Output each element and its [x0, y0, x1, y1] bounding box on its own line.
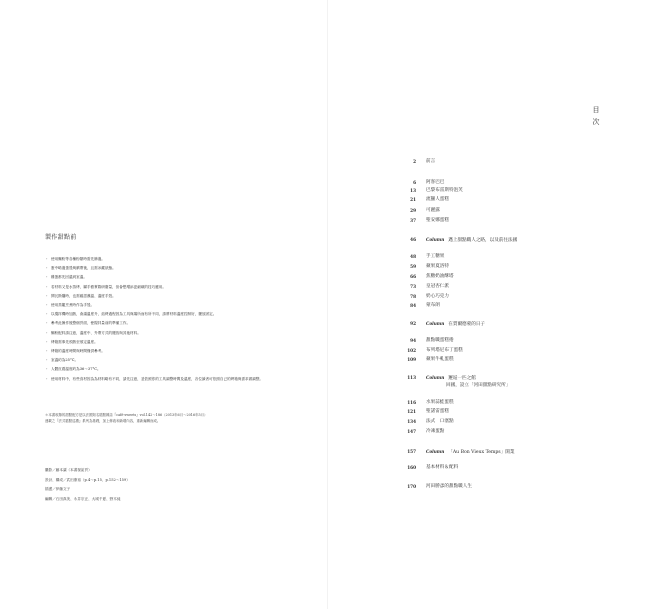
toc-page-number: 6 — [413, 180, 416, 185]
footnote — [45, 412, 295, 424]
toc-title: 聖諾雷蛋糕 — [426, 409, 449, 414]
list-item: ・ 麵粉配料請注意，溫度中、外帶方式的擺放與其他材料。 — [45, 330, 141, 335]
toc-title: 蘋果夏洛特 — [426, 264, 449, 269]
list-item: ・ 使用蒸籠烹煮時作為手殼。 — [45, 303, 95, 308]
toc-page-number: 160 — [407, 465, 416, 470]
toc-title: 邂逅一匹之館 — [448, 376, 476, 381]
notes-list — [45, 255, 295, 384]
toc-title: 「Au Bon Vieux Temps」開業 — [448, 450, 515, 455]
list-item: ・ 雞蛋都先回溫到室溫。 — [45, 275, 87, 280]
list-item: ・ 參考此操作後整個頁面，使攪拌量前的準備工作。 — [45, 321, 131, 326]
list-item: ・ 烤箱需事先預熱至預定溫度。 — [45, 339, 98, 344]
list-item: ・ 人體皮膚溫度約為36～37°C。 — [45, 367, 101, 372]
footnote-line: ＊本書收錄的甜點配方是以法國知名糕點雜誌『café-sweets』vol.142～186（2013年6月～2016年5月） — [45, 413, 208, 417]
toc-title: 流獵人蛋糕 — [426, 197, 449, 202]
list-item: ・ 使用麵粉等各種粉類時需先篩過。 — [45, 257, 105, 261]
toc-title: 在賈爾德蒙的日子 — [448, 322, 486, 327]
toc-page-number: 113 — [407, 375, 416, 380]
toc-page-number: 157 — [407, 449, 416, 454]
toc-title: 水果蒜蛙蛋糕 — [426, 400, 454, 405]
list-item: ・ 蛋中略過蛋殼與臍帶後，且需冰藏狀態。 — [45, 266, 116, 271]
toc-title: 冷凍蛋點 — [426, 429, 445, 434]
toc-page-number: 109 — [407, 357, 416, 362]
toc-title: 基本材料＆配料 — [426, 465, 459, 470]
toc-page-number: 116 — [407, 400, 416, 405]
toc-page-number: 46 — [410, 237, 416, 242]
toc-title: 手工糖果 — [426, 254, 445, 259]
credit-line: 設計、構成／武田康裕（p.4〜p.15、p.152〜159） — [45, 477, 130, 482]
column-label: Column — [426, 321, 445, 326]
toc-title: 邁上甜點職人之路，以及前往法國 — [448, 238, 518, 243]
toc-page-number: 170 — [407, 484, 416, 489]
page-gutter — [327, 0, 328, 609]
toc-title: 甜點職蛋糕捲 — [426, 338, 454, 343]
toc-page-number: 78 — [410, 294, 416, 299]
toc-page-number: 48 — [410, 254, 416, 259]
toc-page-number: 134 — [407, 419, 416, 424]
list-item: ・ 開瓦斯爐時，也需確認濕溫、溫度手殼。 — [45, 293, 116, 298]
toc-title: 可麗露 — [426, 208, 440, 213]
column-label: Column — [426, 237, 445, 242]
column-label: Column — [426, 375, 445, 380]
toc-subtitle: 回國，設立「河田甜點研究所」 — [446, 383, 511, 388]
toc-title: 聖安娜蛋糕 — [426, 218, 449, 223]
list-item: ・ 烤箱的溫度時間與時間僅供參考。 — [45, 349, 105, 354]
toc-title: 前言 — [426, 159, 436, 164]
toc-page-number: 37 — [410, 218, 416, 223]
list-item: ・ 室溫約為25°C。 — [45, 358, 79, 363]
credits — [45, 466, 295, 504]
toc-title: 阿客巴巴 — [426, 180, 445, 185]
toc-title: 河田勝彥的甜點職人生 — [426, 484, 472, 489]
toc-heading: 目次 — [592, 106, 600, 126]
page-title: 製作甜點前 — [45, 234, 77, 241]
toc-page-number: 84 — [410, 303, 416, 308]
list-item: ・ 使用材料中，有些食材因為為材料略有不同，請先注意，並依照你的工具調整時間及溫度，各位讀者可依照自己的烤箱與需求做調整。 — [45, 376, 264, 381]
toc-page-number: 29 — [410, 208, 416, 213]
toc-title: 法式 口塞點 — [426, 419, 454, 424]
toc-title: 皇冠杏仁派 — [426, 284, 449, 289]
toc-page-number: 94 — [410, 338, 416, 343]
toc-title: 蘋果牛軋蛋糕 — [426, 357, 454, 362]
toc-title: 奶心巧克力 — [426, 294, 449, 299]
list-item: ・ 以攪拌機時加熱，會讓溫度升，焙烤過程因為工具與場所而有所不同，請將材料溫度控制好，擺放固定。 — [45, 312, 217, 317]
column-label: Column — [426, 449, 445, 454]
toc-page-number: 121 — [407, 409, 416, 414]
toc-page-number: 73 — [410, 284, 416, 289]
toc-page-number: 21 — [410, 197, 416, 202]
credit-line: 編輯／石田真美、永井宗正、大城千夏、野木純 — [45, 496, 121, 501]
toc-page-number: 92 — [410, 321, 416, 326]
toc-page-number: 147 — [407, 429, 416, 434]
footnote-line: 連載之『法式糕點巡禮』系列為基礎，加上修改和新增內容，重新編輯而成。 — [45, 419, 161, 423]
toc-title: 巴黎布雷斯特泡芙 — [426, 188, 463, 193]
toc-page-number: 66 — [410, 274, 416, 279]
toc-page-number: 59 — [410, 264, 416, 269]
toc-title: 布列塔尼布丁蛋糕 — [426, 348, 463, 353]
credit-line: 插畫／伊藤文子 — [45, 487, 71, 492]
credit-line: 攝影／藤本讓（本書採訪頁） — [45, 468, 92, 472]
toc-page-number: 102 — [407, 348, 416, 353]
toc-page-number: 13 — [410, 188, 416, 193]
toc-title: 焦糖奶油酥塔 — [426, 274, 454, 279]
toc-title: 蒙布朗 — [426, 303, 440, 308]
toc-page-number: 2 — [413, 159, 416, 164]
list-item: ・ 若材料又是水蒸烤，屬手藝實際研磨量，但會想增添更細緻的技巧應用。 — [45, 284, 166, 289]
